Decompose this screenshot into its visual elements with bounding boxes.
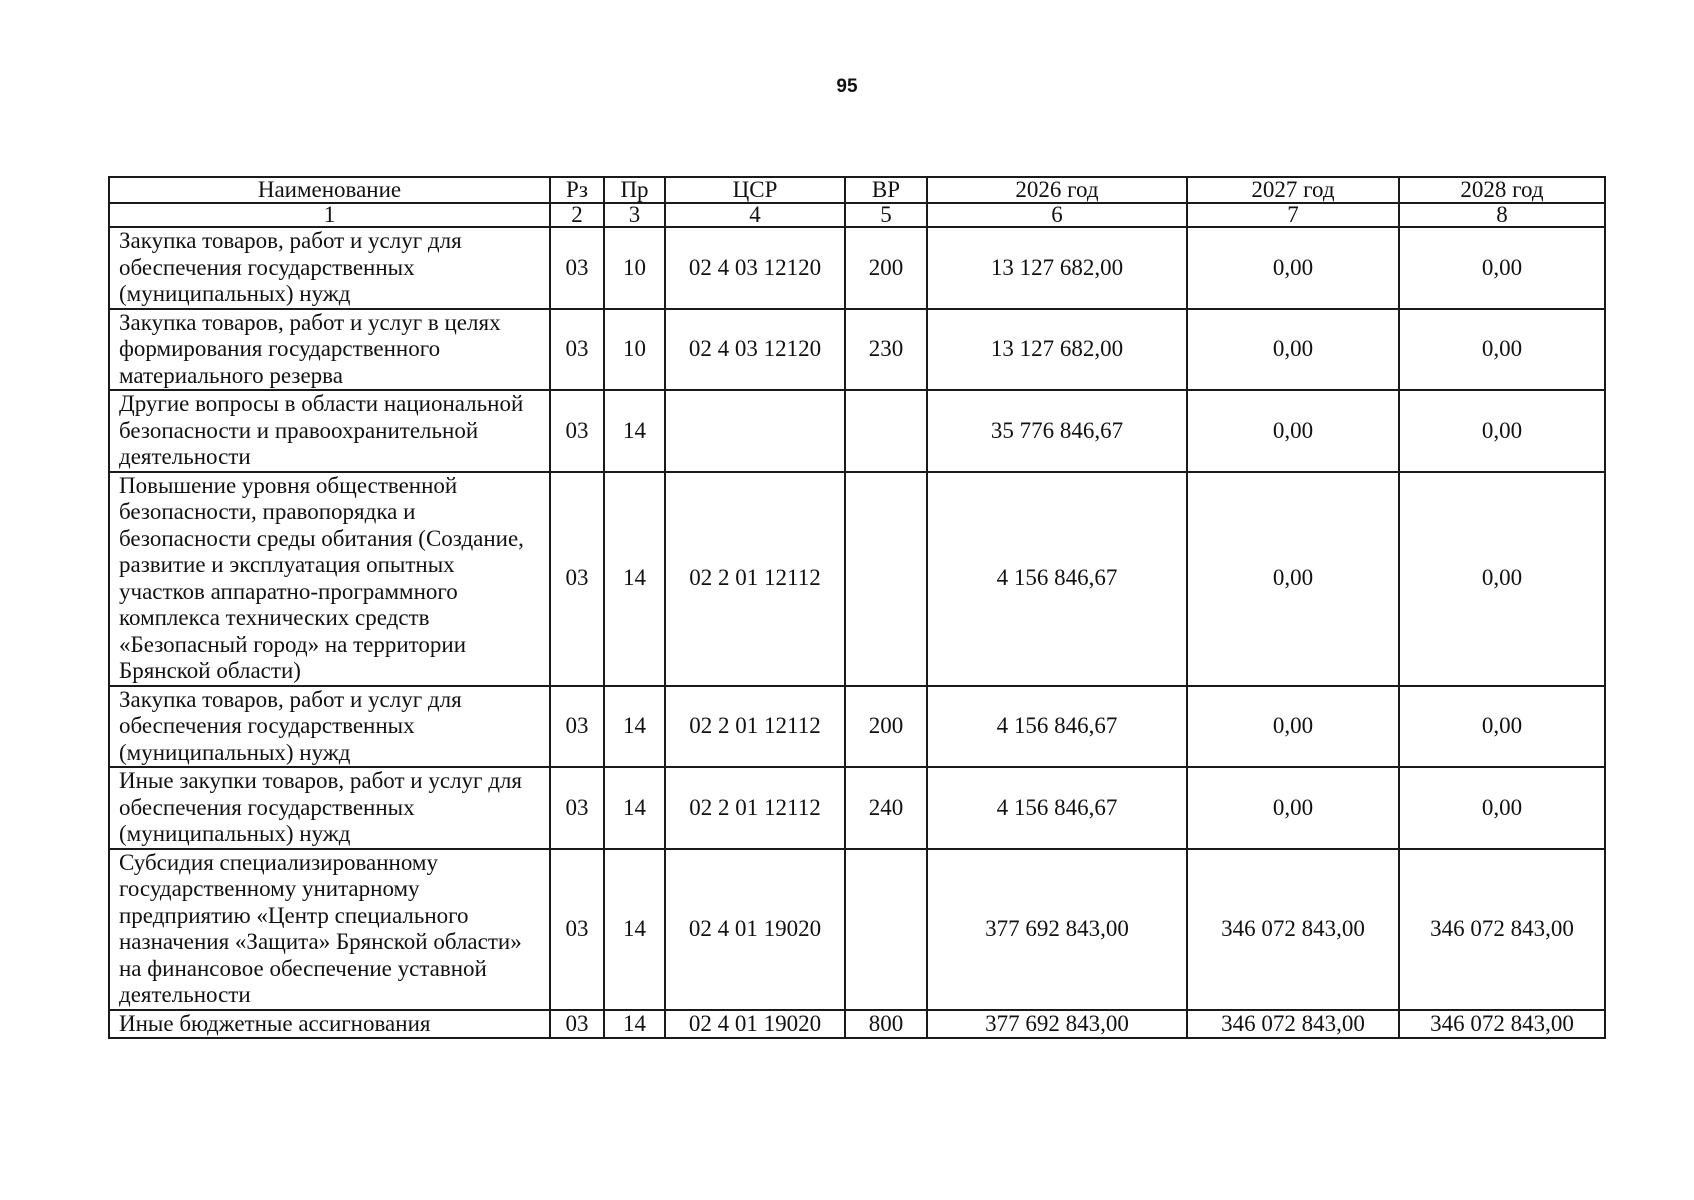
header-row bbox=[109, 177, 1605, 203]
amount-2028-cell: 0,00 bbox=[1399, 767, 1605, 849]
vr-cell: 230 bbox=[845, 309, 927, 391]
column-number-cell: 1 bbox=[109, 203, 550, 227]
column-number-cell: 2 bbox=[550, 203, 604, 227]
rz-cell: 03 bbox=[550, 227, 604, 309]
pr-cell: 14 bbox=[604, 849, 665, 1010]
page-number: 95 bbox=[836, 76, 858, 97]
amount-2027-cell: 0,00 bbox=[1187, 686, 1399, 768]
vr-cell: 200 bbox=[845, 227, 927, 309]
vr-cell bbox=[845, 849, 927, 1010]
column-number-cell: 3 bbox=[604, 203, 665, 227]
header-cell-name: Наименование bbox=[109, 177, 550, 203]
row-name-cell: Повышение уровня общественной безопасности, правопорядка и безопасности среды обитания (Создание, развитие и эксплуатация опытных участков аппаратно-программного комплекса технических средств «Безопасный город» на территории Брянской области) bbox=[109, 472, 550, 686]
csr-cell: 02 4 01 19020 bbox=[665, 1010, 845, 1039]
rz-cell: 03 bbox=[550, 309, 604, 391]
vr-cell: 200 bbox=[845, 686, 927, 768]
amount-2028-cell: 0,00 bbox=[1399, 472, 1605, 686]
column-number-cell: 7 bbox=[1187, 203, 1399, 227]
amount-2027-cell: 0,00 bbox=[1187, 767, 1399, 849]
row-name-cell: Субсидия специализированному государственному унитарному предприятию «Центр специального назначения «Защита» Брянской области» на финансовое обеспечение уставной деятельности bbox=[109, 849, 550, 1010]
rz-cell: 03 bbox=[550, 767, 604, 849]
csr-cell: 02 2 01 12112 bbox=[665, 767, 845, 849]
amount-2026-cell: 4 156 846,67 bbox=[927, 472, 1187, 686]
table-row bbox=[109, 472, 1605, 686]
row-name-cell: Закупка товаров, работ и услуг в целях формирования государственного материального резерва bbox=[109, 309, 550, 391]
table-row bbox=[109, 390, 1605, 472]
vr-cell bbox=[845, 390, 927, 472]
header-cell-rz: Рз bbox=[550, 177, 604, 203]
table-row bbox=[109, 686, 1605, 768]
rz-cell: 03 bbox=[550, 472, 604, 686]
pr-cell: 10 bbox=[604, 309, 665, 391]
vr-cell: 800 bbox=[845, 1010, 927, 1039]
row-name-cell: Иные закупки товаров, работ и услуг для обеспечения государственных (муниципальных) нужд bbox=[109, 767, 550, 849]
column-number-cell: 8 bbox=[1399, 203, 1605, 227]
amount-2026-cell: 377 692 843,00 bbox=[927, 849, 1187, 1010]
table-row bbox=[109, 1010, 1605, 1039]
amount-2027-cell: 0,00 bbox=[1187, 227, 1399, 309]
amount-2027-cell: 0,00 bbox=[1187, 472, 1399, 686]
amount-2026-cell: 4 156 846,67 bbox=[927, 767, 1187, 849]
pr-cell: 14 bbox=[604, 686, 665, 768]
header-cell-vr: ВР bbox=[845, 177, 927, 203]
amount-2027-cell: 0,00 bbox=[1187, 390, 1399, 472]
vr-cell: 240 bbox=[845, 767, 927, 849]
row-name-cell: Закупка товаров, работ и услуг для обеспечения государственных (муниципальных) нужд bbox=[109, 686, 550, 768]
rz-cell: 03 bbox=[550, 686, 604, 768]
table-row bbox=[109, 227, 1605, 309]
amount-2027-cell: 346 072 843,00 bbox=[1187, 1010, 1399, 1039]
column-number-cell: 4 bbox=[665, 203, 845, 227]
csr-cell bbox=[665, 390, 845, 472]
header-cell-2026: 2026 год bbox=[927, 177, 1187, 203]
pr-cell: 14 bbox=[604, 472, 665, 686]
csr-cell: 02 4 01 19020 bbox=[665, 849, 845, 1010]
amount-2028-cell: 0,00 bbox=[1399, 686, 1605, 768]
amount-2028-cell: 0,00 bbox=[1399, 390, 1605, 472]
amount-2028-cell: 346 072 843,00 bbox=[1399, 1010, 1605, 1039]
column-number-row bbox=[109, 203, 1605, 227]
table-row bbox=[109, 849, 1605, 1010]
rz-cell: 03 bbox=[550, 1010, 604, 1039]
row-name-cell: Иные бюджетные ассигнования bbox=[109, 1010, 550, 1039]
amount-2026-cell: 13 127 682,00 bbox=[927, 309, 1187, 391]
csr-cell: 02 4 03 12120 bbox=[665, 309, 845, 391]
column-number-cell: 6 bbox=[927, 203, 1187, 227]
header-cell-csr: ЦСР bbox=[665, 177, 845, 203]
pr-cell: 14 bbox=[604, 1010, 665, 1039]
amount-2028-cell: 346 072 843,00 bbox=[1399, 849, 1605, 1010]
rz-cell: 03 bbox=[550, 849, 604, 1010]
csr-cell: 02 4 03 12120 bbox=[665, 227, 845, 309]
table-row bbox=[109, 309, 1605, 391]
csr-cell: 02 2 01 12112 bbox=[665, 686, 845, 768]
amount-2026-cell: 377 692 843,00 bbox=[927, 1010, 1187, 1039]
pr-cell: 10 bbox=[604, 227, 665, 309]
amount-2028-cell: 0,00 bbox=[1399, 309, 1605, 391]
header-cell-pr: Пр bbox=[604, 177, 665, 203]
amount-2026-cell: 35 776 846,67 bbox=[927, 390, 1187, 472]
header-cell-2027: 2027 год bbox=[1187, 177, 1399, 203]
pr-cell: 14 bbox=[604, 767, 665, 849]
table-row bbox=[109, 767, 1605, 849]
amount-2027-cell: 0,00 bbox=[1187, 309, 1399, 391]
amount-2028-cell: 0,00 bbox=[1399, 227, 1605, 309]
row-name-cell: Другие вопросы в области национальной безопасности и правоохранительной деятельности bbox=[109, 390, 550, 472]
csr-cell: 02 2 01 12112 bbox=[665, 472, 845, 686]
vr-cell bbox=[845, 472, 927, 686]
rz-cell: 03 bbox=[550, 390, 604, 472]
amount-2027-cell: 346 072 843,00 bbox=[1187, 849, 1399, 1010]
amount-2026-cell: 4 156 846,67 bbox=[927, 686, 1187, 768]
pr-cell: 14 bbox=[604, 390, 665, 472]
header-cell-2028: 2028 год bbox=[1399, 177, 1605, 203]
column-number-cell: 5 bbox=[845, 203, 927, 227]
budget-table bbox=[108, 176, 1606, 1039]
amount-2026-cell: 13 127 682,00 bbox=[927, 227, 1187, 309]
row-name-cell: Закупка товаров, работ и услуг для обеспечения государственных (муниципальных) нужд bbox=[109, 227, 550, 309]
